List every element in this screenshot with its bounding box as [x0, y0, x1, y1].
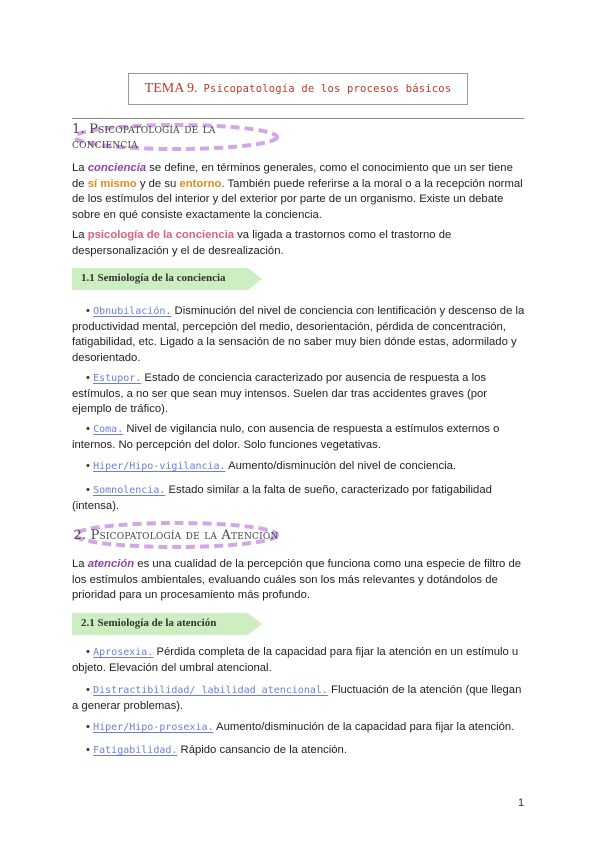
term-aprosexia: Aprosexia. [93, 647, 154, 658]
list-item: • Obnubilación. Disminución del nivel de conciencia con lentificación y descenso de la productividad mental, percepción del medio, desorientación, pérdida de concentración, fatigabilidad, etc. Ligado a la sensación de no saber muy bien dónde estas, adormilado y desorientado. [72, 305, 525, 364]
list-item: • Distractibilidad/ labilidad atencional. Fluctuación de la atención (que llegan a generar problemas). [72, 684, 522, 712]
subheading-2-1 [72, 613, 262, 635]
list-item: • Fatigabilidad. Rápido cansancio de la atención. [86, 744, 347, 756]
term-obnubilacion: Obnubilación. [93, 306, 172, 317]
list-item: • Coma. Nivel de vigilancia nulo, con ausencia de respuesta a estímulos externos o internos. No percepción del dolor. Solo funciones vegetativas. [72, 423, 500, 451]
document-title-box [128, 73, 468, 105]
list-item: • Hiper/Hipo-prosexia. Aumento/disminución de la capacidad para fijar la atención. [86, 721, 515, 733]
section-heading-2-label: 2. Psicopatología de la Atención [73, 527, 279, 543]
subheading-2-1-label: 2.1 Semiología de la atención [81, 617, 217, 629]
tema-number: TEMA 9. [144, 81, 198, 96]
keyword-si-mismo: sí mismo [87, 177, 137, 190]
term-somnolencia: Somnolencia. [93, 485, 166, 496]
title-divider [72, 118, 524, 119]
term-estupor: Estupor. [93, 373, 142, 384]
list-item: • Aprosexia. Pérdida completa de la capacidad para fijar la atención en un estímulo u objeto. Elevación del umbral atencional. [72, 646, 519, 674]
term-coma: Coma. [93, 424, 124, 435]
conciencia-definition: La conciencia se define, en términos generales, como el conocimiento que un ser tiene de sí mismo y de su entorno. También puede referirse a la moral o a la recepción normal de los estímulos del interior y del exterior por parte de un organismo. Existe un debate sobre en qué consiste exactamente la conciencia. [72, 162, 523, 221]
keyword-entorno: entorno [179, 177, 222, 190]
section-heading-2 [72, 520, 280, 550]
term-hiper-hipo-prosexia: Hiper/Hipo-prosexia. [93, 722, 214, 733]
section-heading-1 [72, 122, 280, 152]
section-heading-1-label: 1. Psicopatología de la conciencia [72, 122, 216, 152]
term-hiper-hipo-vigilancia: Hiper/Hipo-vigilancia. [93, 461, 226, 472]
keyword-psicologia-conciencia: psicología de la conciencia [87, 229, 234, 241]
list-item: • Hiper/Hipo-vigilancia. Aumento/disminución del nivel de conciencia. [86, 460, 457, 472]
atencion-definition: La atención es una cualidad de la percepción que funciona como una especie de filtro de los estímulos ambientales, evaluando cuáles son los más relevantes y dotándolos de prioridad para un procesamiento más profundo. [72, 558, 522, 601]
term-fatigabilidad: Fatigabilidad. [93, 745, 178, 756]
keyword-conciencia: conciencia [87, 162, 147, 174]
list-item: • Estupor. Estado de conciencia caracterizado por ausencia de respuesta a los estímulos, a no ser que sean muy intensos. Suelen dar tras accidentes graves (por ejemplo de tráfico). [72, 372, 488, 415]
list-item: • Somnolencia. Estado similar a la falta de sueño, caracterizado por fatigabilidad (intensa). [72, 484, 492, 512]
subheading-1-1 [72, 268, 262, 290]
conciencia-trastornos: La psicología de la conciencia va ligada a trastornos como el trastorno de despersonalización y el de desrealización. [72, 229, 452, 257]
page-number: 1 [518, 797, 525, 809]
subheading-1-1-label: 1.1 Semiología de la conciencia [81, 272, 226, 284]
term-distractibilidad: Distractibilidad/ labilidad atencional. [93, 685, 328, 696]
keyword-atencion: atención [87, 558, 135, 570]
tema-title: Psicopatología de los procesos básicos [203, 83, 452, 95]
